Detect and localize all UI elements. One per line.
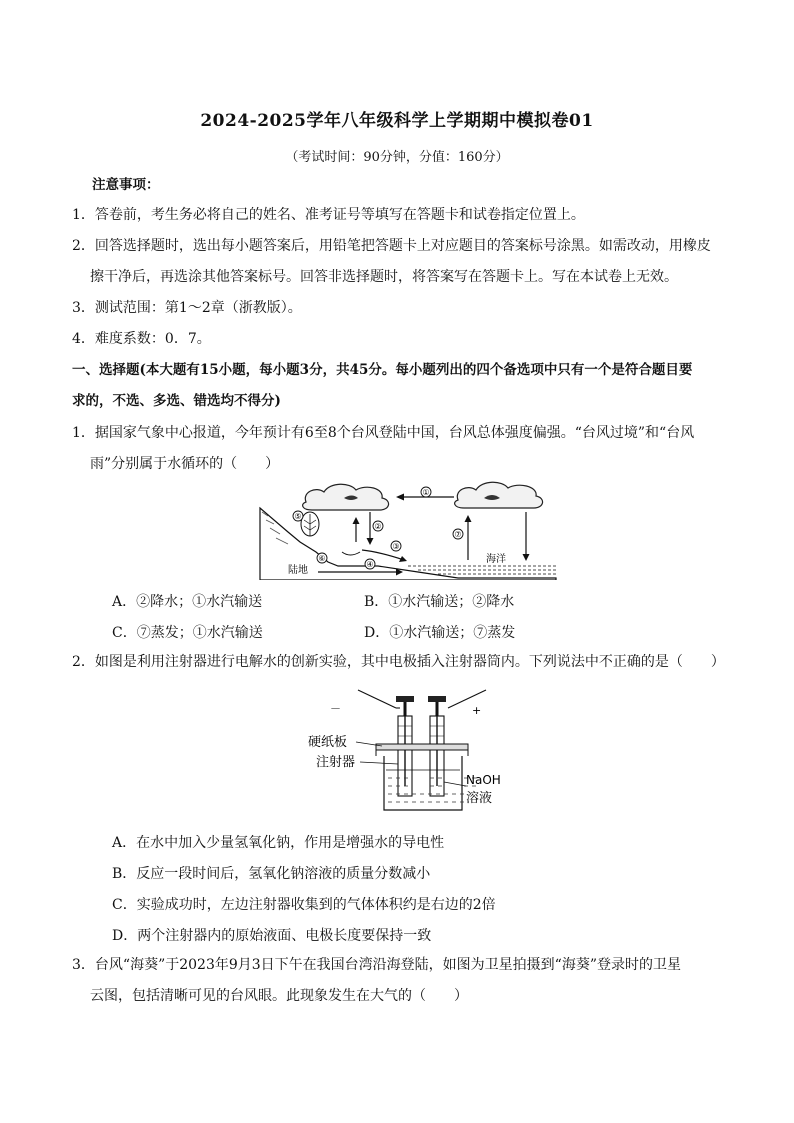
page-title: 2024-2025学年八年级科学上学期期中模拟卷01 — [200, 111, 594, 131]
q1-stem-cont: 雨”分别属于水循环的（ ） — [90, 456, 280, 472]
svg-text:②: ② — [374, 522, 382, 531]
q3-stem-cont: 云图，包括清晰可见的台风眼。此现象发生在大气的（ ） — [90, 988, 468, 1004]
svg-text:①: ① — [422, 488, 430, 497]
svg-text:⑤: ⑤ — [294, 512, 302, 521]
q2-option-c[interactable]: C．实验成功时，左边注射器收集到的气体体积约是右边的2倍 — [112, 897, 496, 913]
q3-stem: 3．台风“海葵”于2023年9月3日下午在我国台湾沿海登陆，如图为卫星拍摄到“海葵”登录时的卫星 — [72, 957, 681, 973]
q1-option-c[interactable]: C．⑦蒸发；①水汽输送 — [112, 625, 263, 641]
q2-option-b[interactable]: B．反应一段时间后，氢氧化钠溶液的质量分数减小 — [112, 866, 431, 882]
q1-option-b[interactable]: B．①水汽输送；②降水 — [364, 594, 515, 610]
svg-text:④: ④ — [366, 560, 374, 569]
exam-info: （考试时间：90分钟，分值：160分） — [285, 150, 509, 165]
arrow-3 — [362, 550, 404, 560]
ocean-cloud — [455, 482, 543, 508]
svg-text:⑦: ⑦ — [454, 530, 462, 539]
cardboard — [376, 744, 468, 750]
svg-text:⑥: ⑥ — [318, 554, 326, 563]
solution-label: 溶液 — [466, 791, 493, 806]
water-cycle-figure — [258, 480, 558, 580]
notice-item-3: 3．测试范围：第1～2章（浙教版）。 — [72, 300, 302, 316]
notice-item-1: 1．答卷前，考生务必将自己的姓名、准考证号等填写在答题卡和试卷指定位置上。 — [72, 207, 585, 223]
q2-option-d[interactable]: D．两个注射器内的原始液面、电极长度要保持一致 — [112, 928, 432, 944]
notice-item-2-cont: 擦干净后，再选涂其他答案标号。回答非选择题时，将答案写在答题卡上。写在本试卷上无效。 — [90, 269, 678, 285]
minus-sign: － — [330, 702, 341, 715]
section-heading: 一、选择题(本大题有15小题，每小题3分，共45分。每小题列出的四个备选项中只有一个是符合题目要 — [72, 362, 693, 378]
q1-option-d[interactable]: D．①水汽输送；⑦蒸发 — [364, 625, 516, 641]
q1-stem: 1．据国家气象中心报道，今年预计有6至8个台风登陆中国，台风总体强度偏强。“台风过境”和“台风 — [72, 425, 695, 441]
q2-stem: 2．如图是利用注射器进行电解水的创新实验，其中电极插入注射器筒内。下列说法中不正确的是（ ） — [72, 654, 725, 670]
section-heading-cont: 求的，不选、多选、错选均不得分) — [72, 393, 281, 409]
notice-item-4: 4．难度系数：0．7。 — [72, 331, 211, 347]
land-label: 陆地 — [288, 565, 308, 576]
notice-item-2: 2．回答选择题时，选出每小题答案后，用铅笔把答题卡上对应题目的答案标号涂黑。如需改动，用橡皮 — [72, 238, 711, 254]
electrolysis-figure — [300, 686, 510, 816]
naoh-label: NaOH — [466, 773, 501, 787]
plus-sign: + — [472, 704, 482, 717]
syringe-label: 注射器 — [316, 755, 356, 770]
notice-heading: 注意事项： — [92, 177, 160, 193]
ocean-label: 海洋 — [486, 554, 506, 565]
board-label: 硬纸板 — [308, 735, 348, 750]
svg-text:③: ③ — [392, 542, 400, 551]
q2-option-a[interactable]: A．在水中加入少量氢氧化钠，作用是增强水的导电性 — [112, 835, 445, 851]
q1-option-a[interactable]: A．②降水；①水汽输送 — [112, 594, 263, 610]
